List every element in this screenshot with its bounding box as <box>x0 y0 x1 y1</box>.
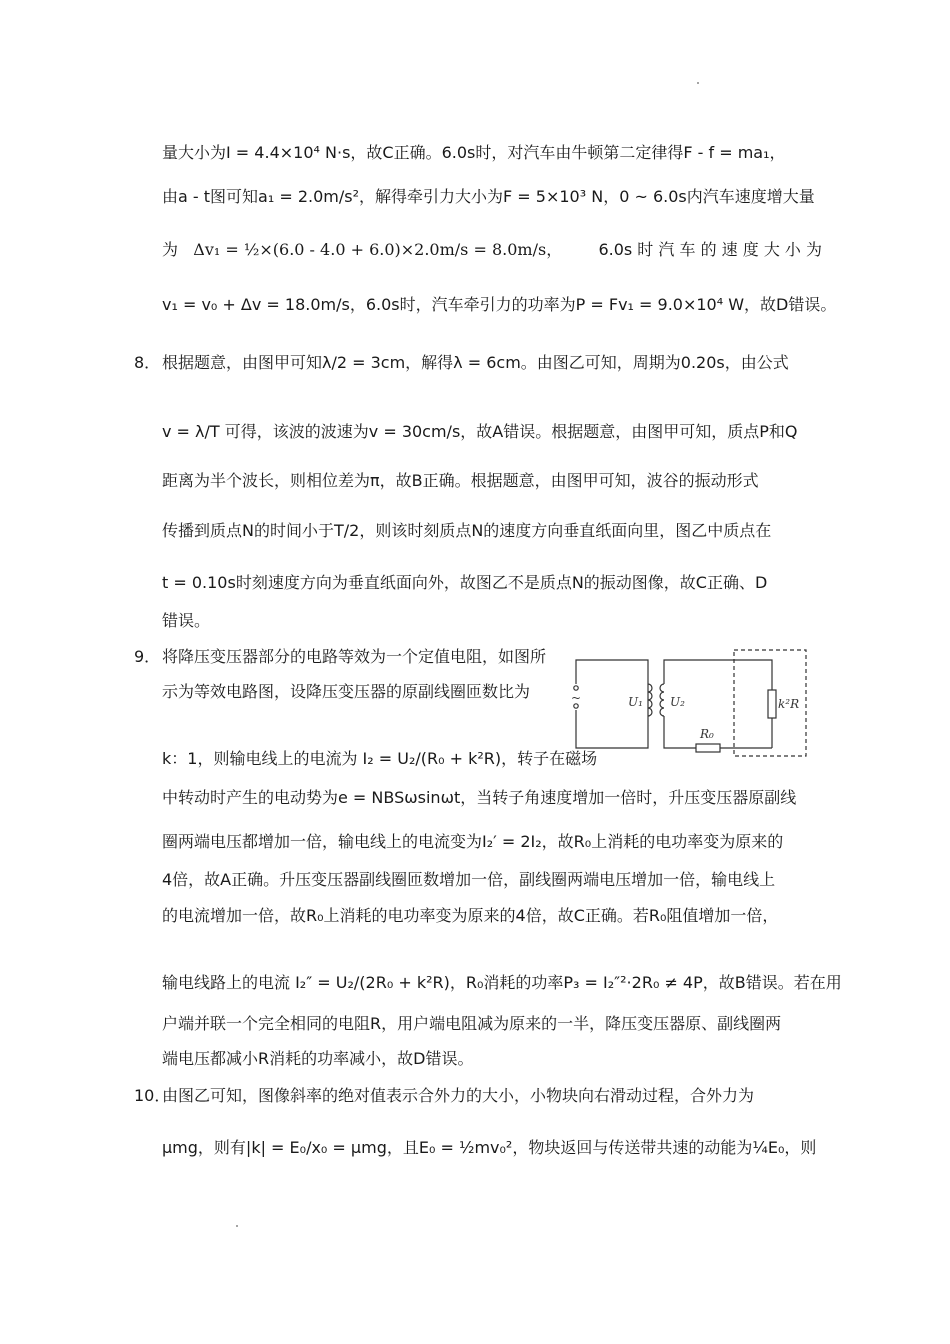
circuit-load-resistor <box>768 690 776 718</box>
circuit-secondary-coil <box>660 684 664 716</box>
circuit-right-loop-wire <box>664 660 772 690</box>
p8-line5: t = 0.10s时刻速度方向为垂直纸面向外，故图乙不是质点N的振动图像，故C正确、D <box>162 573 768 592</box>
p10-line1: 由图乙可知，图像斜率的绝对值表示合外力的大小，小物块向右滑动过程，合外力为 <box>162 1086 755 1105</box>
circuit-right-loop-return <box>664 716 696 748</box>
p10-number: 10． <box>134 1086 171 1105</box>
page-mark-bottom <box>236 1225 238 1227</box>
p8-line4: 传播到质点N的时间小于T/2，则该时刻质点N的速度方向垂直纸面向里，图乙中质点在 <box>162 521 772 540</box>
circuit-u2-label: U₂ <box>670 695 685 709</box>
p7-line3-comma: ， <box>546 240 563 259</box>
p9-line1: 将降压变压器部分的电路等效为一个定值电阻，如图所 <box>162 647 547 666</box>
p7-line4: v₁ = v₀ + Δv = 18.0m/s，6.0s时，汽车牵引力的功率为P = Fv₁ = 9.0×10⁴ W，故D错误。 <box>162 295 837 314</box>
p9-line6: 4倍，故A正确。升压变压器副线圈匝数增加一倍，副线圈两端电压增加一倍，输电线上 <box>162 870 776 889</box>
p9-line10: 端电压都减小R消耗的功率减小，故D错误。 <box>162 1049 474 1068</box>
p9-line4: 中转动时产生的电动势为e = NBSωsinωt，当转子角速度增加一倍时，升压变压器原副线 <box>162 788 797 807</box>
p8-line6: 错误。 <box>162 611 211 630</box>
p9-line5: 圈两端电压都增加一倍，输电线上的电流变为I₂′ = 2I₂，故R₀上消耗的电功率变为原来的 <box>162 832 784 851</box>
page-mark-top <box>697 82 699 84</box>
p7-line2: 由a - t图可知a₁ = 2.0m/s²，解得牵引力大小为F = 5×10³ N，0 ~ 6.0s内汽车速度增大量 <box>162 187 815 206</box>
p7-line3-prefix: 为 <box>162 240 179 259</box>
circuit-source-symbol: ~ <box>571 691 582 705</box>
p9-line2: 示为等效电路图，设降压变压器的原副线圈匝数比为 <box>162 682 531 701</box>
p7-delta-v-formula: Δv₁ = ½×(6.0 - 4.0 + 6.0)×2.0m/s = 8.0m/s <box>193 240 547 259</box>
circuit-load-label: k²R <box>778 697 800 711</box>
p9-line7: 的电流增加一倍，故R₀上消耗的电功率变为原来的4倍，故C正确。若R₀阻值增加一倍， <box>162 906 779 925</box>
circuit-u1-label: U₁ <box>628 695 643 709</box>
p7-line3-suffix: 6.0s 时 汽 车 的 速 度 大 小 为 <box>598 240 822 259</box>
p8-line2: v = λ/T 可得，该波的波速为v = 30cm/s，故A错误。根据题意，由图甲可知，质点P和Q <box>162 422 798 441</box>
p8-line1: 根据题意，由图甲可知λ/2 = 3cm，解得λ = 6cm。由图乙可知，周期为0.20s，由公式 <box>162 353 789 372</box>
p9-line3: k：1，则输电线上的电流为 I₂ = U₂/(R₀ + k²R)，转子在磁场 <box>162 749 598 768</box>
circuit-source-terminal-top <box>574 686 578 690</box>
p9-line8: 输电线路上的电流 I₂″ = U₂/(2R₀ + k²R)，R₀消耗的功率P₃ = I₂″²·2R₀ ≠ 4P，故B错误。若在用 <box>162 973 842 992</box>
p7-line1: 量大小为I = 4.4×10⁴ N·s，故C正确。6.0s时，对汽车由牛顿第二定律得F - f = ma₁， <box>162 143 786 162</box>
p10-line2: μmg，则有|k| = E₀/x₀ = μmg，且E₀ = ½mv₀²，物块返回与传送带共速的动能为¼E₀，则 <box>162 1138 817 1157</box>
circuit-r0-label: R₀ <box>700 727 714 741</box>
p7-line3 <box>162 239 822 261</box>
p8-number: 8． <box>134 353 161 372</box>
p8-line3: 距离为半个波长，则相位差为π，故B正确。根据题意，由图甲可知，波谷的振动形式 <box>162 471 759 490</box>
p9-line9: 户端并联一个完全相同的电阻R，用户端电阻减为原来的一半，降压变压器原、副线圈两 <box>162 1014 782 1033</box>
p9-number: 9． <box>134 647 161 666</box>
equivalent-circuit-diagram <box>568 648 810 760</box>
circuit-r0-resistor <box>696 744 720 752</box>
